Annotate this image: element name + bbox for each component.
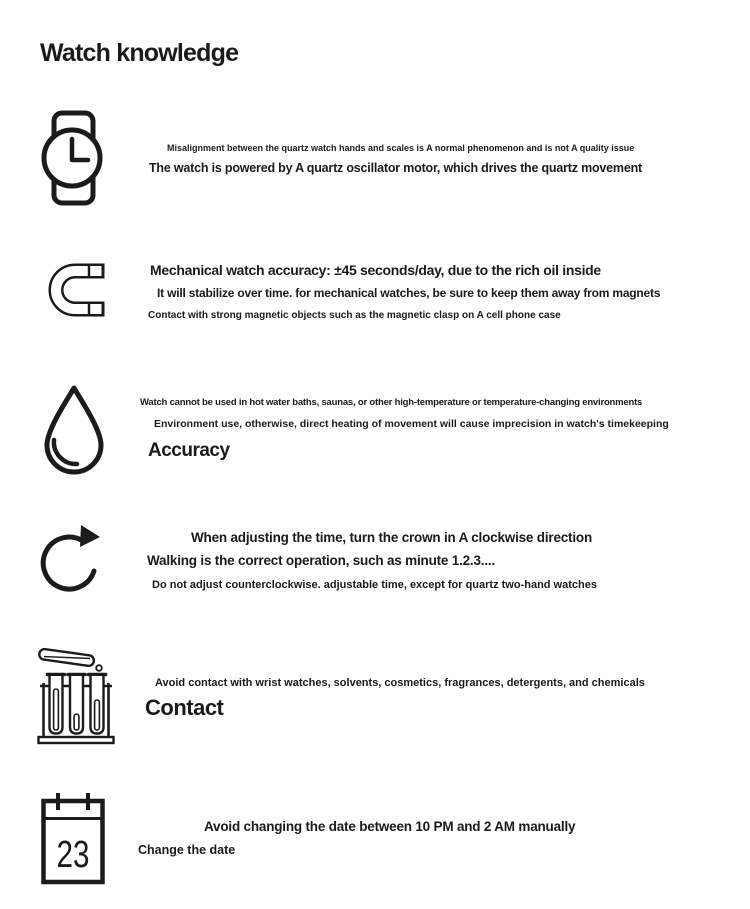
test-tubes-icon — [37, 643, 115, 745]
date-heading: Change the date — [138, 843, 236, 857]
clockwise-arrow-icon — [38, 521, 104, 601]
contact-note-line: Avoid contact with wrist watches, solvents, cosmetics, fragrances, detergents, and chemicals — [155, 677, 645, 689]
magnet-note-line: Contact with strong magnetic objects such as the magnetic clasp on A cell phone case — [148, 310, 561, 321]
magnet-icon — [42, 261, 106, 319]
adjust-note-line: Do not adjust counterclockwise. adjustable time, except for quartz two-hand watches — [152, 579, 597, 591]
water-drop-icon — [38, 383, 110, 480]
temperature-note-line: Watch cannot be used in hot water baths, saunas, or other high-temperature or temperature-changing environments — [140, 397, 643, 408]
page-title: Watch knowledge — [40, 39, 239, 67]
adjust-main-line: When adjusting the time, turn the crown in A clockwise direction — [191, 530, 592, 545]
date-main-line: Avoid changing the date between 10 PM and 2 AM manually — [204, 819, 576, 834]
accuracy-heading: Accuracy — [148, 440, 230, 461]
temperature-sub-line: Environment use, otherwise, direct heating of movement will cause imprecision in watch's timekeeping — [154, 418, 669, 430]
calendar-icon — [40, 791, 106, 885]
calendar-day-number: 23 — [56, 834, 90, 876]
magnet-main-line: Mechanical watch accuracy: ±45 seconds/day, due to the rich oil inside — [150, 262, 601, 278]
contact-heading: Contact — [145, 695, 224, 720]
quartz-main-line: The watch is powered by A quartz oscillator motor, which drives the quartz movement — [149, 161, 642, 175]
adjust-sub-line: Walking is the correct operation, such as minute 1.2.3.... — [147, 553, 495, 568]
magnet-sub-line: It will stabilize over time. for mechanical watches, be sure to keep them away from magnets — [157, 286, 661, 300]
wrist-watch-icon — [40, 110, 106, 206]
quartz-note-line: Misalignment between the quartz watch hands and scales is A normal phenomenon and is not A quality issue — [167, 143, 635, 153]
